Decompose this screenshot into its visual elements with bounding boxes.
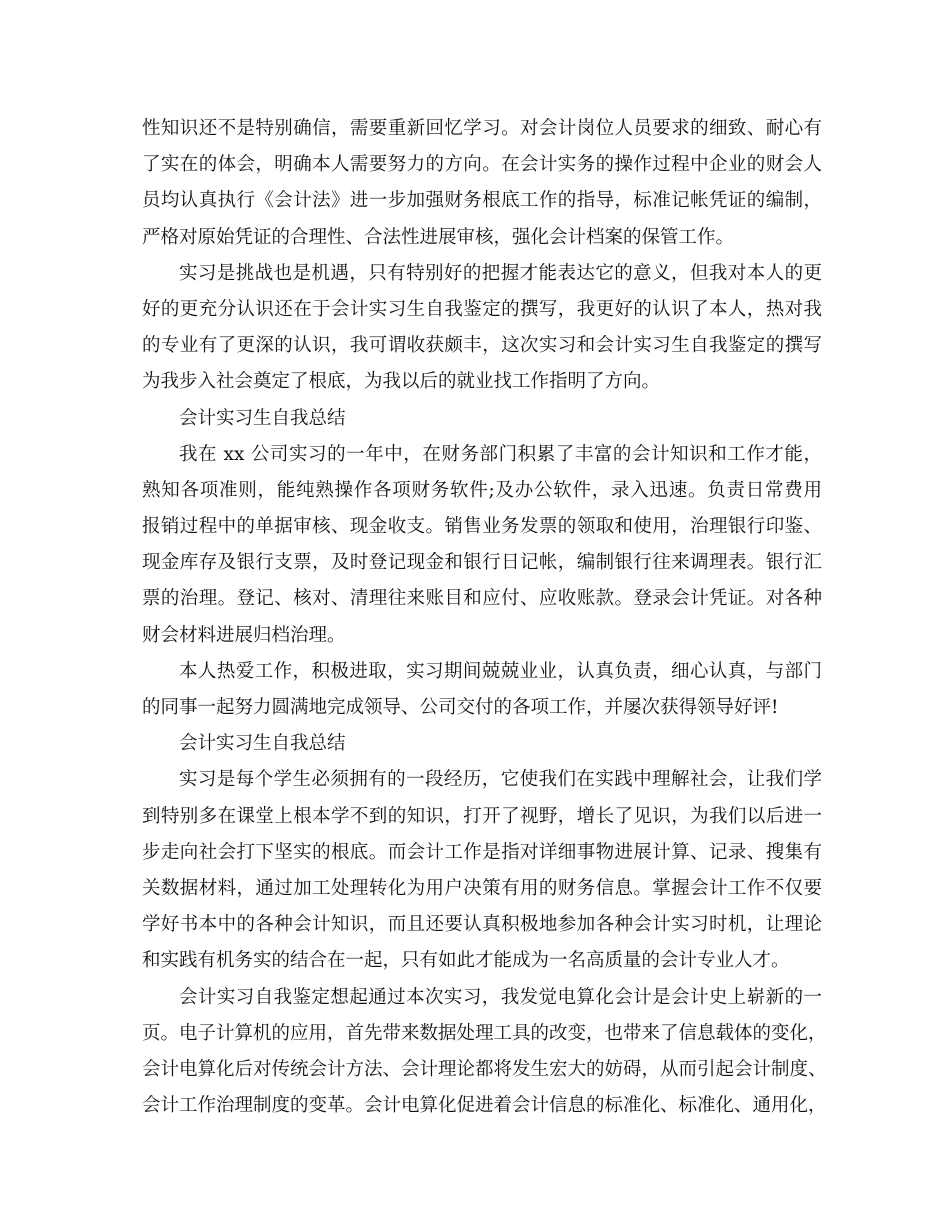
text-line: 严格对原始凭证的合理性、合法性进展审核，强化会计档案的保管工作。 — [142, 226, 735, 248]
text-line: 页。电子计算机的应用，首先带来数据处理工具的改变，也带来了信息载体的变化， — [142, 1022, 827, 1044]
text-line: 了实在的体会，明确本人需要努力的方向。在会计实务的操作过程中企业的财会人 — [142, 154, 822, 176]
text-line: 到特别多在课堂上根本学不到的知识，打开了视野，增长了见识，为我们以后进一 — [142, 805, 822, 827]
text-line: 实习是每个学生必须拥有的一段经历，它使我们在实践中理解社会，让我们学 — [179, 769, 822, 791]
text-line: 关数据材料，通过加工处理转化为用户决策有用的财务信息。掌握会计工作不仅要 — [142, 877, 822, 899]
text-line: 我在 xx 公司实习的一年中，在财务部门积累了丰富的会计知识和工作才能， — [179, 443, 822, 465]
text-line: 现金库存及银行支票，及时登记现金和银行日记帐，编制银行往来调理表。银行汇 — [142, 552, 822, 574]
document-body — [142, 114, 827, 1127]
text-line: 熟知各项准则，能纯熟操作各项财务软件;及办公软件，录入迅速。负责日常费用 — [142, 479, 822, 501]
text-line: 的同事一起努力圆满地完成领导、公司交付的各项工作，并屡次获得领导好评! — [142, 697, 779, 718]
text-line: 员均认真执行《会计法》进一步加强财务根底工作的指导，标准记帐凭证的编制， — [142, 190, 822, 212]
text-line: 报销过程中的单据审核、现金收支。销售业务发票的领取和使用，治理银行印鉴、 — [142, 516, 822, 538]
text-line: 会计电算化后对传统会计方法、会计理论都将发生宏大的妨碍，从而引起会计制度、 — [142, 1058, 827, 1080]
text-line: 会计实习生自我总结 — [179, 407, 346, 429]
text-line: 好的更充分认识还在于会计实习生自我鉴定的撰写，我更好的认识了本人，热对我 — [142, 298, 822, 320]
text-line: 会计工作治理制度的变革。会计电算化促进着会计信息的标准化、标准化、通用化， — [142, 1095, 827, 1117]
text-line: 票的治理。登记、核对、清理往来账目和应付、应收账款。登录会计凭证。对各种 — [142, 588, 822, 610]
text-line: 会计实习生自我总结 — [179, 733, 346, 755]
text-line: 学好书本中的各种会计知识，而且还要认真积极地参加各种会计实习时机，让理论 — [142, 914, 822, 936]
text-line: 步走向社会打下坚实的根底。而会计工作是指对详细事物进展计算、记录、搜集有 — [142, 841, 822, 863]
text-line: 的专业有了更深的认识，我可谓收获颇丰，这次实习和会计实习生自我鉴定的撰写 — [142, 335, 822, 357]
text-line: 实习是挑战也是机遇，只有特别好的把握才能表达它的意义，但我对本人的更 — [179, 262, 822, 284]
text-line: 会计实习自我鉴定想起通过本次实习，我发觉电算化会计是会计史上崭新的一 — [179, 986, 822, 1008]
text-line: 和实践有机务实的结合在一起，只有如此才能成为一名高质量的会计专业人才。 — [142, 950, 790, 972]
text-line: 财会材料进展归档治理。 — [142, 624, 346, 646]
text-line: 为我步入社会奠定了根底，为我以后的就业找工作指明了方向。 — [142, 371, 661, 393]
text-line: 本人热爱工作，积极进取，实习期间兢兢业业，认真负责，细心认真，与部门 — [179, 660, 822, 682]
text-line: 性知识还不是特别确信，需要重新回忆学习。对会计岗位人员要求的细致、耐心有 — [142, 118, 822, 139]
